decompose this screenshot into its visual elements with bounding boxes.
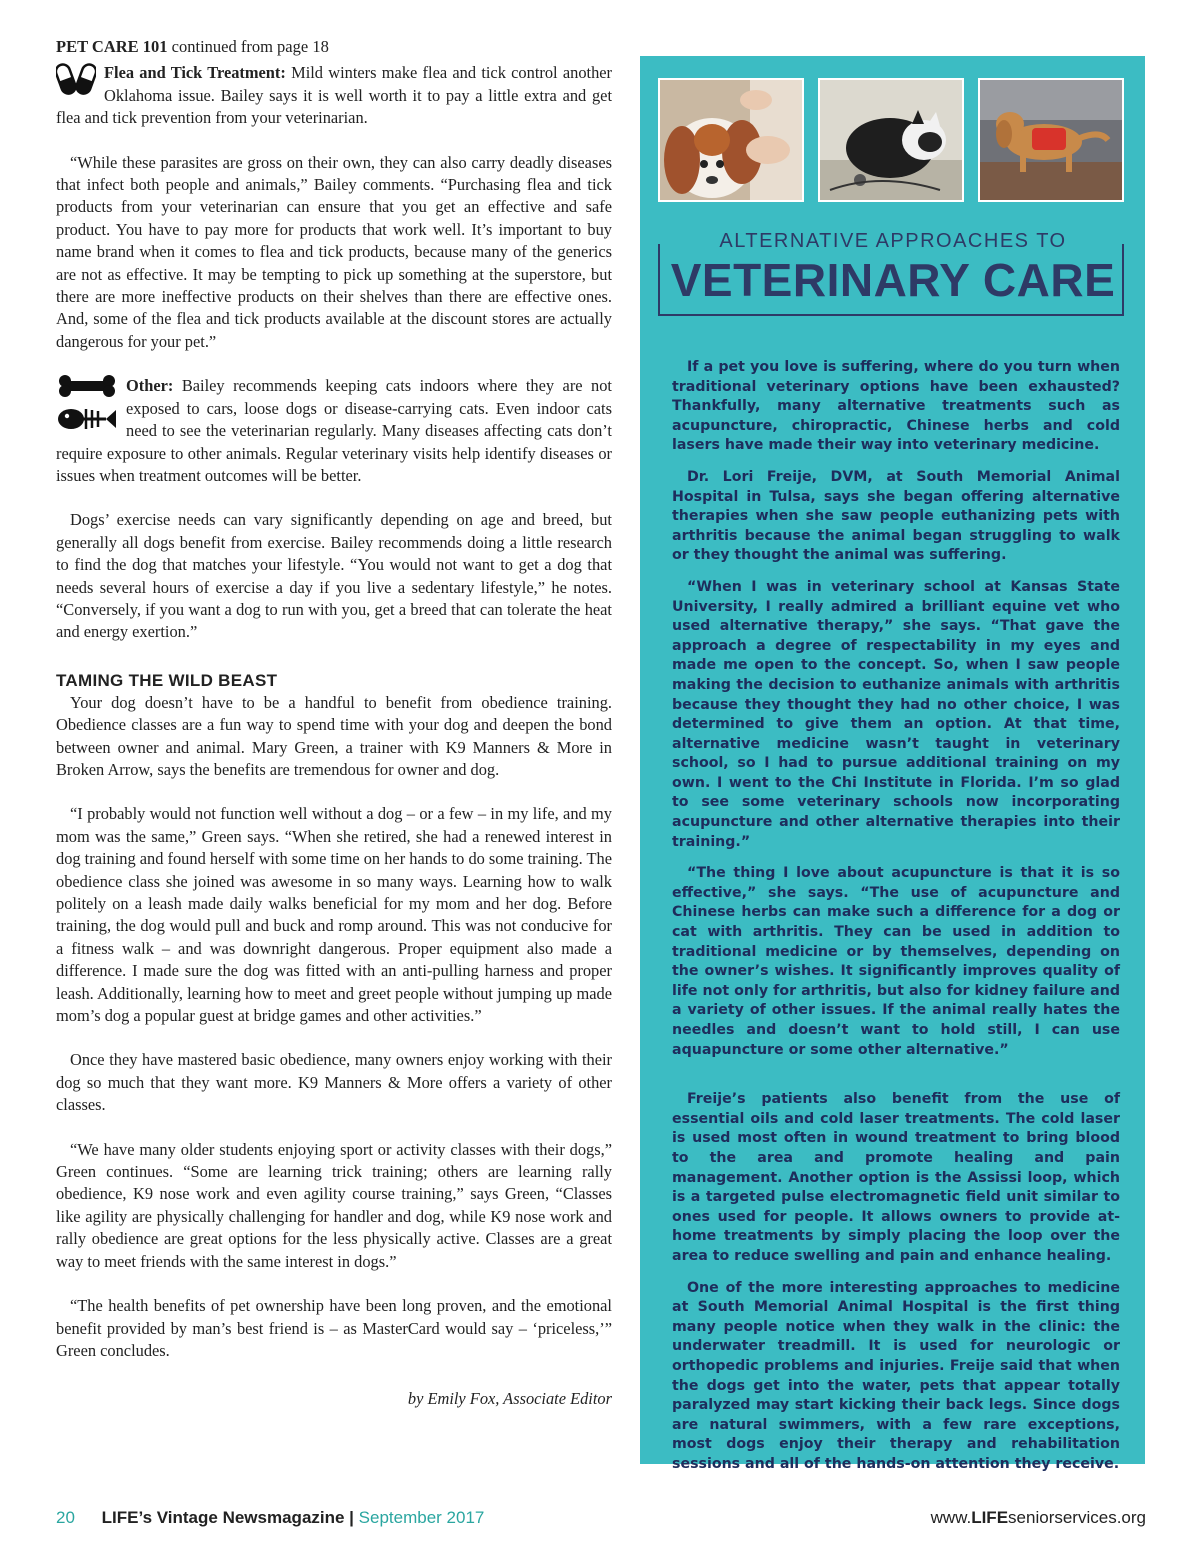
main-article [56,36,612,1411]
pill-capsule-icon [56,62,96,98]
page-footer [56,1508,1146,1536]
other-lead: Other: [126,376,174,396]
continued-note: continued from page 18 [171,37,329,56]
mastered-paragraph: Once they have mastered basic obedience, many owners enjoy working with their dog so much that they want more. K9 Manners & More offers a variety of other classes. [56,1050,612,1115]
title-main-line: VETERINARY CARE [670,254,1116,306]
sidebar-paragraph: “The thing I love about acupuncture is that it is so effective,” she says. “The use of acupuncture and Chinese herbs can make such a difference for a dog or cat with arthritis. They can be used in addition to traditional medicine or by themselves, depending on the owner’s wishes. It significantly improves quality of life not only for arthritis, but also for kidney failure and a variety of other issues. If the animal really hates the needles and doesn’t want to hold still, I can use aquapuncture or some other alternative.” [672,865,1120,1058]
students-quote: “We have many older students enjoying sport or activity classes with their dogs,” Green continues. “Some are learning trick training; others are learning rally obedience, K9 nose work and even agility course training,” says Green, “Classes like agility are physically challenging for handler and dog, while K9 nose work and rally obedience are great options for the less physically active. Classes are a great way to meet friends with the same interest in dogs.” [56,1139,612,1271]
issue-date: September 2017 [358,1508,485,1527]
sidebar-paragraph: “When I was in veterinary school at Kansas State University, I really admired a brilliant equine vet who used alternative therapy,” she says. “That gave the approach a degree of respectability in my eyes and made me open to the concept. So, when I saw people making the decision to euthanize animals with arthritis because they thought they had no other choice, I was determined to give them an option. At that time, alternative medicine wasn’t taught in veterinary school, so I had to pursue additional training on my own. I went to the Chi Institute in Florida. I’m so glad to see some veterinary schools now incorporating acupuncture and other alternative therapies into their training.” [672,578,1120,850]
site-prefix: www. [930,1508,972,1527]
section-heading: TAMING THE WILD BEAST [56,670,278,690]
byline: by Emily Fox, Associate Editor [407,1389,612,1409]
flea-text: Mild winters make flea and tick control another Oklahoma issue. Bailey says it is well worth it to pay a little extra and get flea and tick prevention from your veterinarian. [56,63,613,128]
sidebar-paragraph: One of the more interesting approaches to medicine at South Memorial Animal Hospital is the first thing many people notice when they walk in the clinic: the underwater treadmill. It is used for neurologic or orthopedic problems and injuries. Freije said that when the dogs get into the water, pets that appear totally paralyzed may start kicking their back legs. Since dogs are natural swimmers, with a few rare exceptions, most dogs enjoy their therapy and rehabilitation sessions and all of the hands-on attention they receive. [672,1279,1120,1472]
photo-cat [818,78,964,202]
continued-header [56,36,612,58]
site-suffix: seniorservices.org [1008,1508,1146,1527]
website-link[interactable] [931,1508,1146,1528]
dogs-exercise-paragraph: Dogs’ exercise needs can vary significantly depending on age and breed, but generally all dogs benefit from exercise. Bailey recommends doing a little research to find the dog that matches your lifestyle. “You would not want to get a dog that needs several hours of exercise a day if you live a sedentary lifestyle,” he notes. “Conversely, if you want a dog to run with you, get a breed that can tolerate the heat and energy exertion.” [56,510,612,642]
section-name: PET CARE 101 [56,37,168,56]
taming-paragraph: Your dog doesn’t have to be a handful to benefit from obedience training. Obedience classes are a fun way to spend time with your dog and deepen the bond between owner and animal. Mary Green, a trainer with K9 Manners & More in Broken Arrow, says the benefits are tremendous for owner and dog. [56,692,612,779]
site-bold: LIFE [971,1508,1009,1527]
photo-dog-vet [658,78,804,202]
magazine-name: LIFE’s Vintage Newsmagazine | [101,1508,354,1527]
flea-quote: “While these parasites are gross on their own, they can also carry deadly diseases that infect both people and animals,” Bailey comments. “Purchasing flea and tick products from your veterinarian can ensure that you get an effective and safe product. You have to pay more for products that work well. It’s important to buy name brand when it comes to flea and tick products, because many of the generics are not as effective. It may be tempting to pick up something at the superstore, but there are more ineffective products on their shelves than there are effective ones. And, some of the flea and tick products available at the discount stores are actually dangerous for your pet.” [56,152,612,351]
title-top-line: ALTERNATIVE APPROACHES TO [711,230,1074,252]
photo-dog-treadmill [978,78,1124,202]
sidebar-body [672,358,1120,1486]
health-quote: “The health benefits of pet ownership have been long proven, and the emotional benefit provided by man’s best friend is – as MasterCard would say – ‘priceless,’” Green concludes. [56,1296,612,1360]
flea-lead: Flea and Tick Treatment: [104,63,286,83]
sidebar-title [658,230,1124,316]
sidebar-box [640,56,1145,1472]
bone-fish-icon [56,375,118,435]
green-quote: “I probably would not function well without a dog – or a few – in my life, and my mom was the same,” Green says. “When she retired, she had a renewed interest in dog training and found herself with some time on her hands to do some training. The obedience class she joined was awesome in so many ways. Learning how to walk politely on a leash made daily walks beneficial for my mom and her dog. Before training, the dog would pull and buck and romp around. This was not conducive for a fitness walk – and was downright dangerous. Proper equipment also made a difference. I made sure the dog was fitted with an anti-pulling harness and proper leash. Additionally, learning how to meet and greet people without jumping up made mom’s dog a popular guest at bridge games and other activities.” [56,804,612,1026]
flea-paragraph [56,62,612,129]
sidebar-paragraph: If a pet you love is suffering, where do you turn when traditional veterinary options have been exhausted? Thankfully, many alternative treatments such as acupuncture, chiropractic, Chinese herbs and cold lasers have made their way into veterinary medicine. [672,359,1120,454]
sidebar-paragraph: Dr. Lori Freije, DVM, at South Memorial Animal Hospital in Tulsa, says she began offering alternative therapies when she saw people euthanizing pets with arthritis because the animal began struggling to walk or they thought the animal was suffering. [672,468,1120,564]
other-paragraph [56,375,612,487]
other-text: Bailey recommends keeping cats indoors where they are not exposed to cars, loose dogs or disease-carrying cats. Even indoor cats need to see the veterinarian regularly. Many diseases affecting cats don’t require exposure to other animals. Regular veterinary visits help identify diseases or issues when treatment outcomes will be better. [56,376,612,485]
page-number: 20 [56,1508,75,1527]
sidebar-paragraph: Freije’s patients also benefit from the use of essential oils and cold laser treatments. The cold laser is used most often in wound treatment to bring blood to the area and promote healing and pain management. Another option is the Assissi loop, which is a targeted pulse electromagnetic field unit similar to ones used for people. It allows owners to provide at-home treatments by simply placing the loop over the area to reduce swelling and pain and enhance healing. [672,1091,1120,1264]
